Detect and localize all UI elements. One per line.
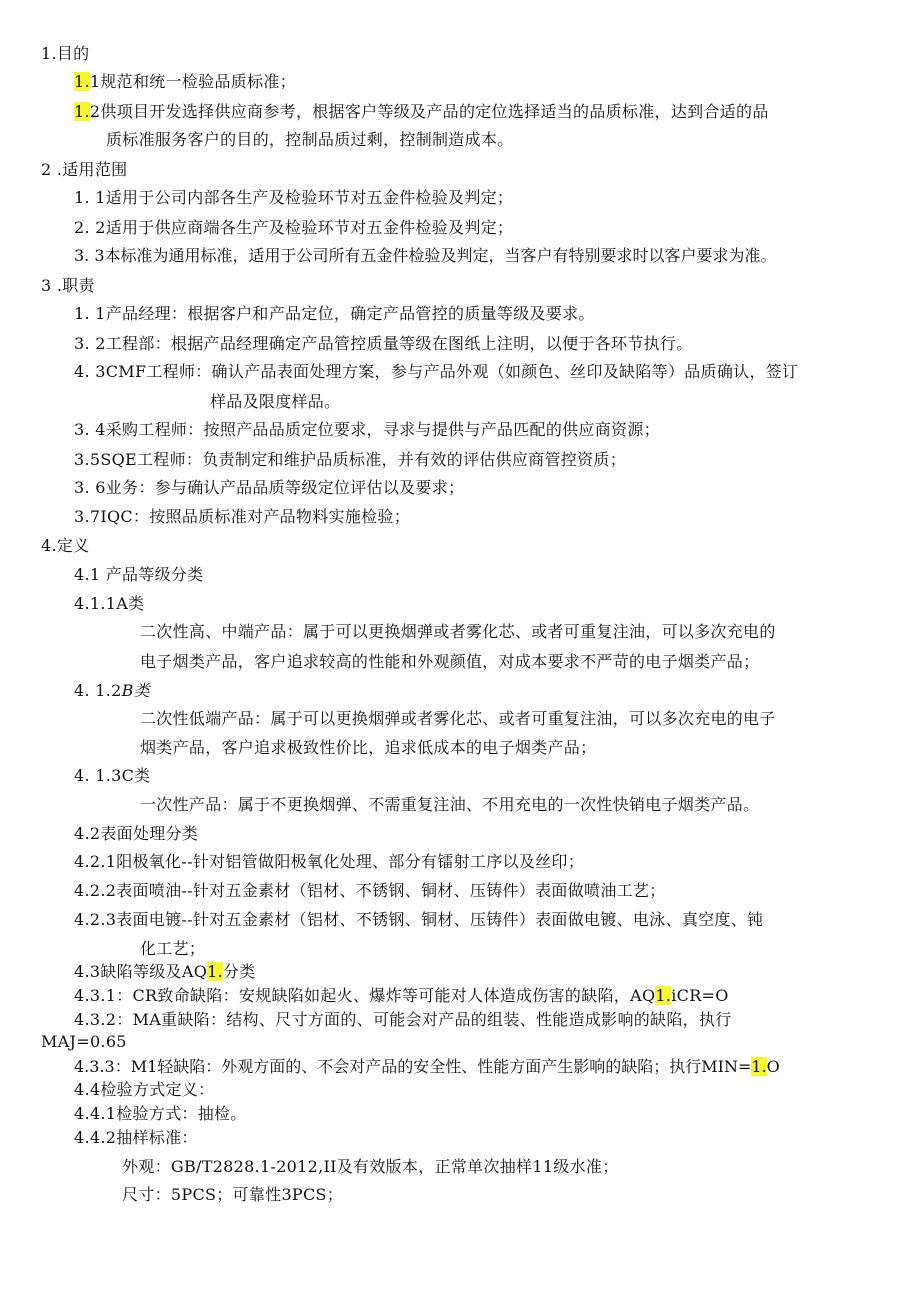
section-3-item-7: 3.7IQC：按照品质标准对产品物料实施检验； bbox=[74, 507, 411, 526]
item-4-3-2: 4.3.2：MA重缺陷：结构、尺寸方面的、可能会对产品的组装、性能造成影响的缺陷，执行 bbox=[74, 1010, 732, 1029]
section-3-item-6: 3. 6业务：参与确认产品品质等级定位评估以及要求； bbox=[74, 478, 465, 497]
section-3-item-3: 4. 3CMF工程师：确认产品表面处理方案，参与产品外观（如颜色、丝印及缺陷等）品质确认，签订 bbox=[74, 362, 799, 381]
heading-4-1-3: 4. 1.3C类 bbox=[74, 766, 151, 785]
item-4-2-1: 4.2.1阳极氧化--针对铝管做阳极氧化处理、部分有镭射工序以及丝印； bbox=[74, 852, 585, 871]
item-4-4-2: 4.4.2抽样标准： bbox=[74, 1128, 198, 1147]
heading-4-3: 4.3缺陷等级及AQ1.分类 bbox=[74, 962, 256, 981]
class-a-desc-2: 电子烟类产品，客户追求较高的性能和外观颜值，对成本要求不严苛的电子烟类产品； bbox=[140, 652, 760, 671]
class-b-desc-1: 二次性低端产品：属于可以更换烟弹或者雾化芯、或者可重复注油，可以多次充电的电子 bbox=[140, 709, 776, 728]
section-3-item-4: 3. 4采购工程师：按照产品品质定位要求，寻求与提供与产品匹配的供应商资源； bbox=[74, 420, 660, 439]
highlight-mark: 1. bbox=[751, 1057, 767, 1076]
section-2-item-2: 2. 2适用于供应商端各生产及检验环节对五金件检验及判定； bbox=[74, 218, 514, 237]
item-4-3-3: 4.3.3：M1轻缺陷：外观方面的、不会对产品的安全性、性能方面产生影响的缺陷；执行MIN=1.O bbox=[74, 1057, 780, 1076]
section-3-item-3-cont: 样品及限度样品。 bbox=[210, 392, 341, 411]
section-3-item-2: 3. 2工程部：根据产品经理确定产品管控质量等级在图纸上注明，以便于各环节执行。 bbox=[74, 334, 693, 353]
highlight-mark: 1. bbox=[74, 72, 90, 91]
section-3-item-1: 1. 1产品经理：根据客户和产品定位，确定产品管控的质量等级及要求。 bbox=[74, 304, 595, 323]
section-1-item-2: 1.2供项目开发选择供应商参考，根据客户等级及产品的定位选择适当的品质标准，达到合适的品 bbox=[74, 102, 769, 121]
class-b-desc-2: 烟类产品，客户追求极致性价比，追求低成本的电子烟类产品； bbox=[140, 738, 597, 757]
sampling-dimension: 尺寸：5PCS；可靠性3PCS； bbox=[122, 1185, 344, 1204]
section-2-item-1: 1. 1适用于公司内部各生产及检验环节对五金件检验及判定； bbox=[74, 188, 514, 207]
item-4-3-1: 4.3.1：CR致命缺陷：安规缺陷如起火、爆炸等可能对人体造成伤害的缺陷，AQ1.iCR=O bbox=[74, 986, 729, 1005]
class-a-desc-1: 二次性高、中端产品：属于可以更换烟弹或者雾化芯、或者可重复注油，可以多次充电的 bbox=[140, 622, 776, 641]
class-c-desc-1: 一次性产品：属于不更换烟弹、不需重复注油、不用充电的一次性快销电子烟类产品。 bbox=[140, 795, 760, 814]
section-1-title: 1.目的 bbox=[41, 44, 90, 63]
section-1-item-1: 1.1规范和统一检验品质标准； bbox=[74, 72, 296, 91]
section-2-item-3: 3. 3本标准为通用标准，适用于公司所有五金件检验及判定，当客户有特别要求时以客户要求为准。 bbox=[74, 246, 777, 265]
heading-4-1-2: 4. 1.2B类 bbox=[74, 681, 150, 700]
section-2-title: 2 .适用范围 bbox=[41, 160, 128, 179]
heading-4-2: 4.2表面处理分类 bbox=[74, 824, 199, 843]
section-1-item-2-cont: 质标准服务客户的目的，控制品质过剩，控制制造成本。 bbox=[106, 130, 514, 149]
highlight-mark: 1. bbox=[74, 102, 90, 121]
item-4-4-1: 4.4.1检验方式：抽检。 bbox=[74, 1104, 247, 1123]
section-3-item-5: 3.5SQE工程师：负责制定和维护品质标准，并有效的评估供应商管控资质； bbox=[74, 450, 627, 469]
item-4-2-2: 4.2.2表面喷油--针对五金素材（铝材、不锈钢、铜材、压铸件）表面做喷油工艺； bbox=[74, 881, 666, 900]
item-4-2-3-cont: 化工艺； bbox=[140, 939, 206, 958]
highlight-mark: 1. bbox=[207, 962, 223, 981]
highlight-mark: 1. bbox=[655, 986, 672, 1005]
section-4-title: 4.定义 bbox=[41, 536, 90, 555]
heading-4-1: 4.1 产品等级分类 bbox=[74, 565, 204, 584]
heading-4-1-1: 4.1.1A类 bbox=[74, 594, 145, 613]
heading-4-4: 4.4检验方式定义： bbox=[74, 1080, 215, 1099]
section-3-title: 3 .职责 bbox=[41, 276, 95, 295]
sampling-appearance: 外观：GB/T2828.1-2012,II及有效版本，正常单次抽样11级水准； bbox=[122, 1157, 619, 1176]
item-4-3-2-cont: MAJ=0.65 bbox=[41, 1032, 127, 1051]
item-4-2-3: 4.2.3表面电镀--针对五金素材（铝材、不锈钢、铜材、压铸件）表面做电镀、电泳、真空度、钝 bbox=[74, 910, 764, 929]
